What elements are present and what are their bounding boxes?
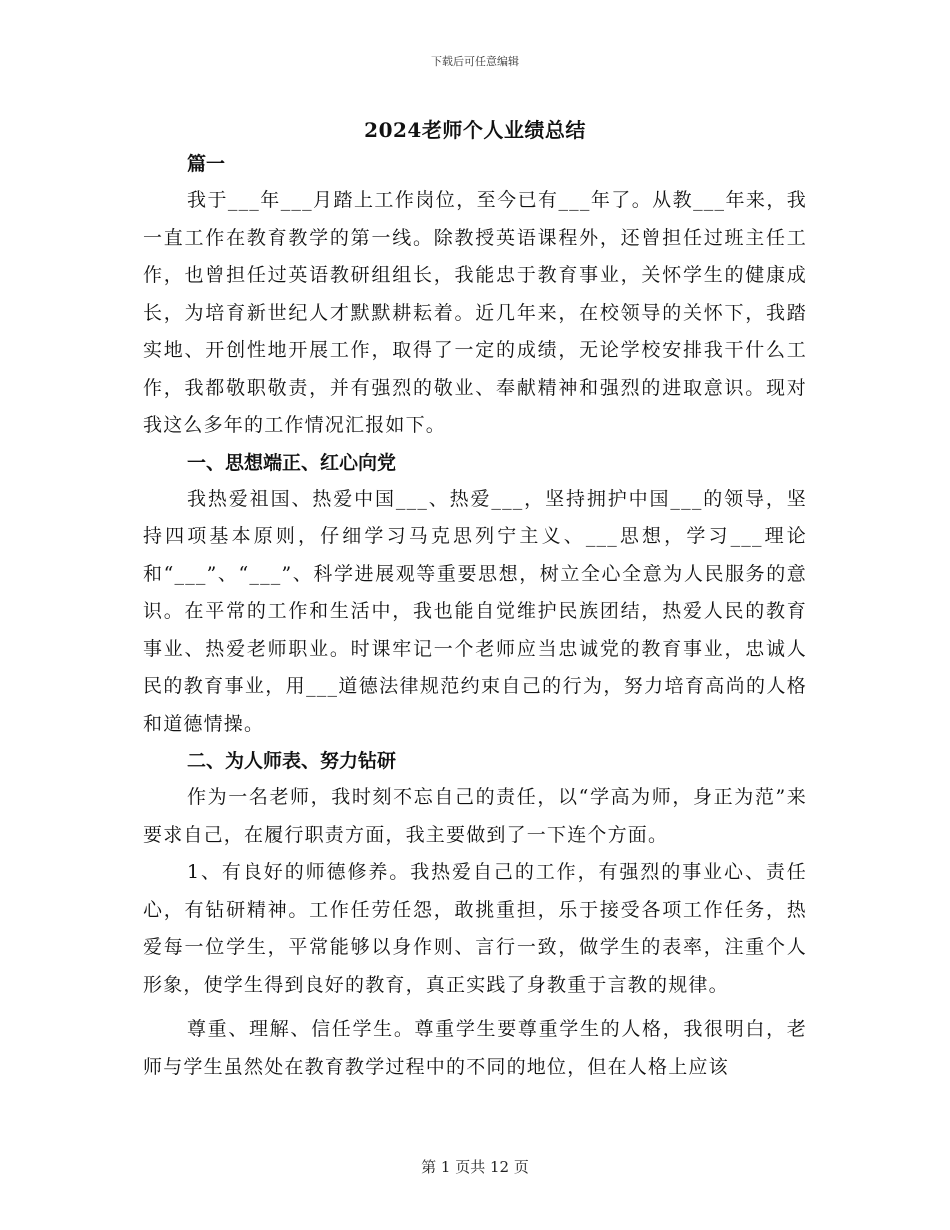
section-heading-2: 二、为人师表、努力钻研 (187, 750, 397, 772)
section-heading-1: 一、思想端正、红心向党 (187, 451, 397, 474)
part-heading: 篇一 (187, 153, 226, 175)
section-2-paragraph-1: 作为一名老师，我时刻不忘自己的责任，以“学高为师，身正为范”来要求自己，在履行职责方面，我主要做到了一下连个方面。 (143, 786, 807, 846)
document-body (143, 146, 807, 1086)
document-title: 2024老师个人业绩总结 (364, 118, 586, 142)
section-2-paragraph-3: 尊重、理解、信任学生。尊重学生要尊重学生的人格，我很明白，老师与学生虽然处在教育教学过程中的不同的地位，但在人格上应该 (143, 1018, 807, 1078)
header-note: 下载后可任意编辑 (431, 55, 519, 68)
section-2-paragraph-2: 1、有良好的师德修养。我热爱自己的工作，有强烈的事业心、责任心，有钻研精神。工作任劳任怨，敢挑重担，乐于接受各项工作任务，热爱每一位学生，平常能够以身作则、言行一致，做学生的表率，注重个人形象，使学生得到良好的教育，真正实践了身教重于言教的规律。 (143, 861, 807, 996)
intro-paragraph: 我于___年___月踏上工作岗位，至今已有___年了。从教___年来，我一直工作在教育教学的第一线。除教授英语课程外，还曾担任过班主任工作，也曾担任过英语教研组组长，我能忠于教育事业，关怀学生的健康成长，为培育新世纪人才默默耕耘着。近几年来，在校领导的关怀下，我踏实地、开创性地开展工作，取得了一定的成绩，无论学校安排我干什么工作，我都敬职敬责，并有强烈的敬业、奉献精神和强烈的进取意识。现对我这么多年的工作情况汇报如下。 (143, 189, 807, 436)
section-1-paragraph: 我热爱祖国、热爱中国___、热爱___，坚持拥护中国___的领导，坚持四项基本原则，仔细学习马克思列宁主义、___思想，学习___理论和“___”、“___”、科学进展观等重要思想，树立全心全意为人民服务的意识。在平常的工作和生活中，我也能自觉维护民族团结，热爱人民的教育事业、热爱老师职业。时课牢记一个老师应当忠诚党的教育事业，忠诚人民的教育事业，用___道德法律规范约束自己的行为，努力培育高尚的人格和道德情操。 (143, 487, 807, 735)
page-number-footer: 第 1 页共 12 页 (421, 1158, 529, 1176)
